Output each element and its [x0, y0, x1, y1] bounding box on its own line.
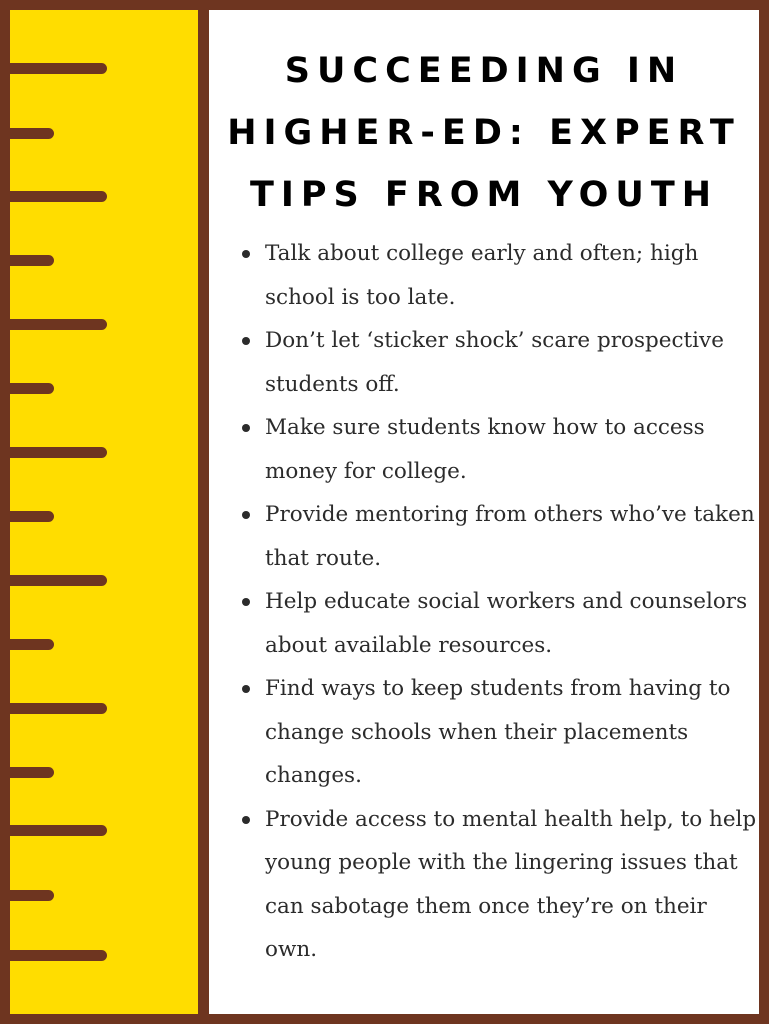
- tip-item: [241, 798, 761, 972]
- ruler-tick: [10, 767, 54, 778]
- tip-text: Make sure students know how to access money for college.: [265, 415, 705, 484]
- content-panel: [209, 10, 759, 1014]
- ruler-tick: [10, 950, 107, 961]
- bullet-icon: [242, 337, 250, 345]
- ruler-tick: [10, 128, 54, 139]
- tips-list: [241, 232, 761, 972]
- bullet-icon: [242, 424, 250, 432]
- ruler-tick: [10, 825, 107, 836]
- tip-item: [241, 580, 761, 667]
- tip-text: Provide mentoring from others who’ve taken that route.: [265, 502, 755, 571]
- ruler-tick: [10, 383, 54, 394]
- bullet-icon: [242, 250, 250, 258]
- tip-text: Help educate social workers and counselors about available resources.: [265, 589, 748, 658]
- tip-item: [241, 406, 761, 493]
- tip-item: [241, 667, 761, 798]
- ruler-tick: [10, 703, 107, 714]
- tip-text: Find ways to keep students from having to change schools when their placements changes.: [265, 676, 731, 788]
- tip-item: [241, 493, 761, 580]
- ruler-graphic: [10, 10, 209, 1014]
- page-title: SUCCEEDING IN HIGHER-ED: EXPERT TIPS FROM YOUTH: [227, 51, 741, 215]
- tip-text: Talk about college early and often; high school is too late.: [265, 241, 699, 310]
- tip-item: [241, 319, 761, 406]
- ruler-tick: [10, 447, 107, 458]
- ruler-tick: [10, 639, 54, 650]
- bullet-icon: [242, 598, 250, 606]
- tip-item: [241, 232, 761, 319]
- bullet-icon: [242, 816, 250, 824]
- bullet-icon: [242, 685, 250, 693]
- ruler-tick: [10, 890, 54, 901]
- ruler-tick: [10, 191, 107, 202]
- ruler-tick: [10, 511, 54, 522]
- ruler-tick: [10, 319, 107, 330]
- tip-text: Don’t let ‘sticker shock’ scare prospective students off.: [265, 328, 724, 397]
- ruler-tick: [10, 63, 107, 74]
- tip-text: Provide access to mental health help, to help young people with the lingering issues that can sabotage them once they’re on their own.: [265, 806, 757, 962]
- ruler-tick: [10, 575, 107, 586]
- ruler-tick: [10, 255, 54, 266]
- bullet-icon: [242, 511, 250, 519]
